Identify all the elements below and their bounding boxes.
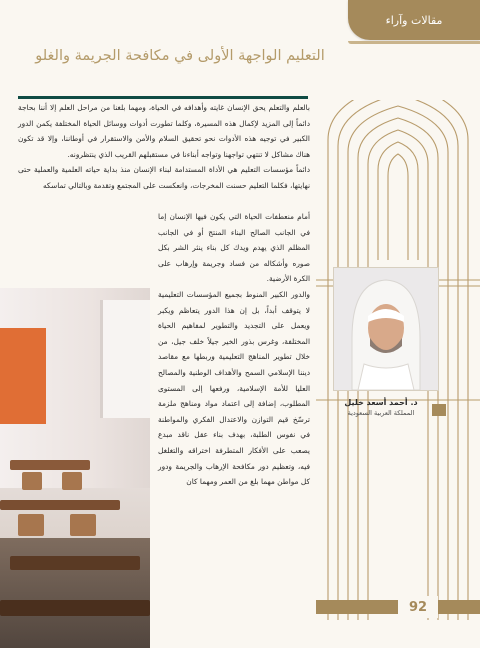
article-body-column <box>158 209 310 490</box>
author-caption <box>316 398 446 417</box>
author-name: د. أحمد أسعد خليل <box>344 398 418 407</box>
section-label: مقالات وآراء <box>385 13 443 27</box>
author-country: المملكة العربية السعودية <box>347 409 415 417</box>
author-portrait <box>333 267 439 391</box>
article-body-full-width <box>18 100 310 194</box>
section-tab <box>348 0 480 40</box>
title-divider <box>18 96 308 99</box>
article-title: التعليم الواجهة الأولى في مكافحة الجريمة والغلو <box>35 48 325 64</box>
paragraph: أمام منعطفات الحياة التي يكون فيها الإنسان إما في الجانب الصالح البناء المنتج أو في الجانب المظلم الذي يهدم ويدك كل بناء ينثر الشر بكل صوره وأشكاله من فساد وجريمة وإرهاب على الكرة الأرضية. <box>158 212 310 284</box>
page-number: 92 <box>398 596 438 618</box>
paragraph: بالعلم والتعلم يحق الإنسان غايته وأهدافه في الحياة، ومهما بلغنا من مراحل العلم إلا أننا بحاجة دائماً إلى المزيد لإكمال هذه المسيرة، وكلما تطورت أدوات ووسائل الحياة المختلفة يكمن الدور الكبير في توجيه هذه الأدوات نحو تحقيق السلام والأمن والاستقرار في أوطاننا، وإلا قد تكون هناك مشاكل لا تنتهي تواجهنا وتواجه أبناءنا في مستقبلهم القريب الذي ينتظرونه. <box>18 103 310 159</box>
paragraph: دائماً مؤسسات التعليم هي الأداة المستدامة لبناء الإنسان منذ بداية حياته العلمية والعملية حتى نهايتها، فكلما التعليم حسنت المخرجات، وانعكست على المجتمع وتقدمة وبالتالي تماسكه <box>18 165 310 190</box>
paragraph: والدور الكبير المنوط بجميع المؤسسات التعليمية لا يتوقف أبداً، بل إن هذا الدور يتعاظم ويكبر ويعمل على التجديد والتطوير لمفاهيم الحياة المختلفة، وغرس بذور الخير جيلاً خلف جيل، من خلال تطوير المناهج التعليمية وربطها مع مقاصد ديننا الإسلامي السمح والأهداف الوطنية والمصالح العليا للأمة الإسلامية، ورفعها إلى المستوى المطلوب، إضافة إلى اعتماد مواد ومناهج ملزمة ترسّخ قيم التوازن والاعتدال الفكري والمواطنة في نفوس الطلبة، بهدف بناء عقل ناقد مبدع يصعب على الأفكار المتطرفة اختراقه والتغلغل فيه، وتعظيم دور مكافحة الإرهاب والجريمة ودور كل مواطن مهما بلغ من العمر ومهما كان <box>158 289 310 487</box>
classroom-photo <box>0 288 150 648</box>
